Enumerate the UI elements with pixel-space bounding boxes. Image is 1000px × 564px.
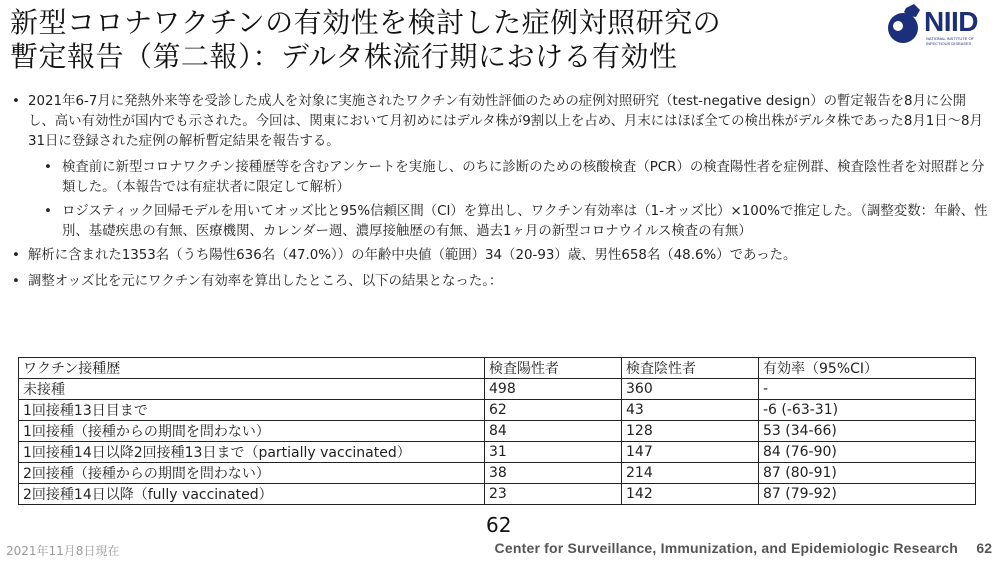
- table-cell: -6 (-63-31): [759, 400, 976, 421]
- niid-logo: [884, 4, 994, 48]
- niid-logo-mark-icon: [884, 4, 924, 48]
- title-line-2: 暫定報告（第二報）：デルタ株流行期における有効性: [10, 40, 678, 73]
- date-note: 2021年11月8日現在: [6, 544, 120, 558]
- table-row: [19, 400, 976, 421]
- table-row: [19, 442, 976, 463]
- bullet-item: • 2021年6-7月に発熱外来等を受診した成人を対象に実施されたワクチン有効性評価のための症例対照研究（test-negative design）の暫定報告を8月に公開し、高い有効性が国内でも示された。今回は、関東において月初めにはデルタ株が9割以上を占め、月末にはほぼ全ての検出株がデルタ株であった8月1日～8月31日に登録された症例の解析暫定結果を報告する。: [12, 92, 992, 152]
- table-row: [19, 463, 976, 484]
- table-cell: 2回接種（接種からの期間を問わない）: [19, 463, 485, 484]
- table-cell: 142: [622, 484, 759, 505]
- bullet-item: • 調整オッズ比を元にワクチン有効率を算出したところ、以下の結果となった。：: [12, 272, 992, 292]
- bullet-item: • 解析に含まれた1353名（うち陽性636名（47.0%））の年齢中央値（範囲）34（20-93）歳、男性658名（48.6%）であった。: [12, 246, 992, 266]
- sub-bullet-item: • ロジスティック回帰モデルを用いてオッズ比と95%信頼区間（CI）を算出し、ワクチン有効率は（1-オッズ比）×100%で推定した。（調整変数：年齢、性別、基礎疾患の有無、医療機関、カレンダー週、濃厚接触歴の有無、過去1ヶ月の新型コロナウイルス検査の有無）: [12, 202, 992, 242]
- table-cell: 360: [622, 379, 759, 400]
- table-cell: 53 (34-66): [759, 421, 976, 442]
- table-header-cell: 有効率（95%CI）: [759, 358, 976, 379]
- table-cell: 1回接種13日目まで: [19, 400, 485, 421]
- overlay-page-number: 62: [486, 513, 512, 537]
- table-cell: 84: [485, 421, 622, 442]
- table-cell: 1回接種（接種からの期間を問わない）: [19, 421, 485, 442]
- title-line-1: 新型コロナワクチンの有効性を検討した症例対照研究の: [10, 6, 722, 39]
- table-cell: 2回接種14日以降（fully vaccinated）: [19, 484, 485, 505]
- table-cell: 1回接種14日以降2回接種13日まで（partially vaccinated）: [19, 442, 485, 463]
- table-cell: 43: [622, 400, 759, 421]
- logo-subtitle: NATIONAL INSTITUTE OF INFECTIOUS DISEASES: [926, 36, 975, 46]
- footer-organization: Center for Surveillance, Immunization, and Epidemiologic Research: [494, 540, 958, 556]
- logo-text: NIID: [924, 6, 978, 37]
- table-cell: 87 (80-91): [759, 463, 976, 484]
- table-header-cell: ワクチン接種歴: [19, 358, 485, 379]
- table-cell: 62: [485, 400, 622, 421]
- bullet-list: [12, 92, 992, 298]
- table-cell: 498: [485, 379, 622, 400]
- table-cell: 87 (79-92): [759, 484, 976, 505]
- table-cell: -: [759, 379, 976, 400]
- table-cell: 128: [622, 421, 759, 442]
- table-header-cell: 検査陰性者: [622, 358, 759, 379]
- table-header-row: [19, 358, 976, 379]
- table-row: [19, 484, 976, 505]
- page-number: 62: [976, 540, 992, 556]
- table-cell: 214: [622, 463, 759, 484]
- table-cell: 23: [485, 484, 622, 505]
- table-row: [19, 421, 976, 442]
- sub-bullet-item: • 検査前に新型コロナワクチン接種歴等を含むアンケートを実施し、のちに診断のための核酸検査（PCR）の検査陽性者を症例群、検査陰性者を対照群と分類した。（本報告では有症状者に限定して解析）: [12, 158, 992, 198]
- table-cell: 84 (76-90): [759, 442, 976, 463]
- table-header-cell: 検査陽性者: [485, 358, 622, 379]
- table-cell: 31: [485, 442, 622, 463]
- table-cell: 未接種: [19, 379, 485, 400]
- vaccine-effectiveness-table: [18, 357, 976, 505]
- slide-title: [10, 6, 870, 74]
- table-cell: 147: [622, 442, 759, 463]
- table-row: [19, 379, 976, 400]
- table-cell: 38: [485, 463, 622, 484]
